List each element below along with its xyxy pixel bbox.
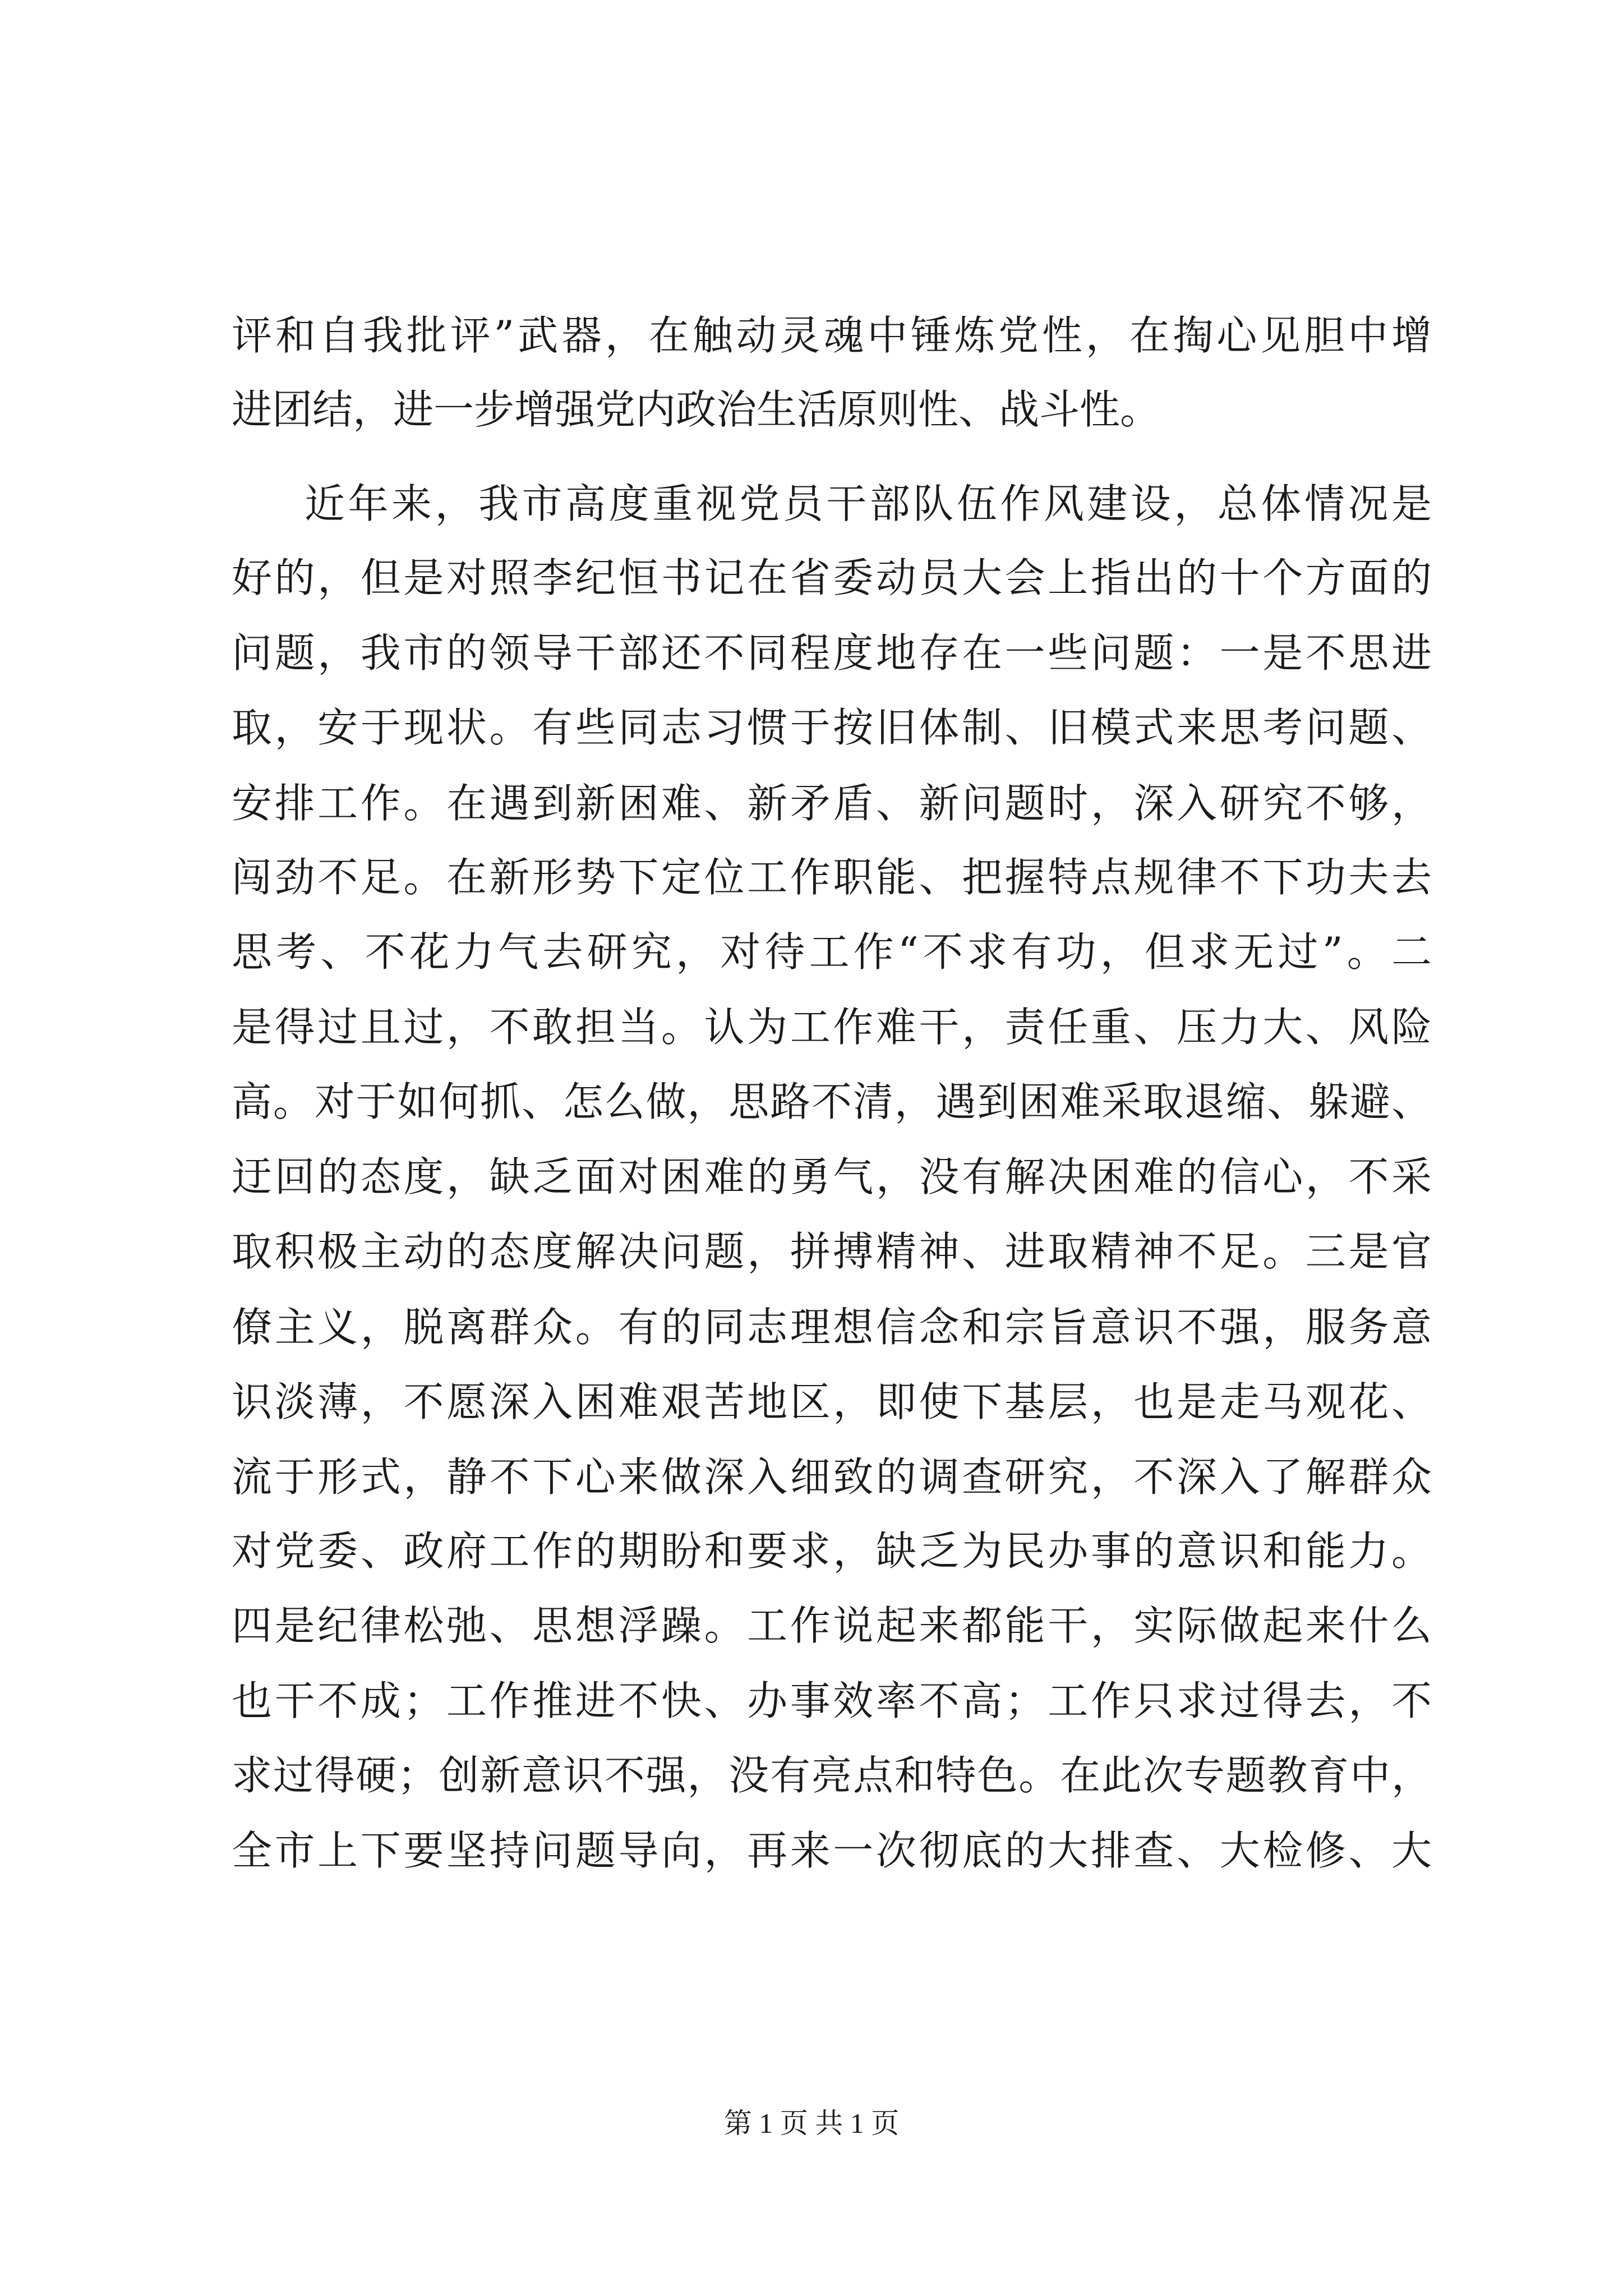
paragraph-2-line-1: 近年来，我市高度重视党员干部队伍作风建设，总体情况是 — [305, 480, 1432, 527]
page-number-footer: 第 1 页 共 1 页 — [723, 2108, 900, 2139]
body-line-17: 对党委、政府工作的期盼和要求，缺乏为民办事的意识和能力。 — [232, 1527, 1432, 1575]
body-line-9: 思考、不花力气去研究，对待工作“不求有功，但求无过”。二 — [232, 928, 1432, 976]
body-line-14: 僚主义，脱离群众。有的同志理想信念和宗旨意识不强，服务意 — [232, 1304, 1432, 1351]
body-line-20: 求过得硬；创新意识不强，没有亮点和特色。在此次专题教育中， — [232, 1752, 1432, 1799]
body-line-10: 是得过且过，不敢担当。认为工作难干，责任重、压力大、风险 — [232, 1004, 1432, 1051]
body-line-2: 进团结，进一步增强党内政治生活原则性、战斗性。 — [232, 386, 1161, 433]
body-line-15: 识淡薄，不愿深入困难艰苦地区，即使下基层，也是走马观花、 — [232, 1378, 1432, 1425]
body-line-13: 取积极主动的态度解决问题，拼搏精神、进取精神不足。三是官 — [232, 1228, 1432, 1275]
body-line-18: 四是纪律松弛、思想浮躁。工作说起来都能干，实际做起来什么 — [232, 1602, 1432, 1649]
body-line-11: 高。对于如何抓、怎么做，思路不清，遇到困难采取退缩、躲避、 — [232, 1078, 1432, 1125]
body-line-8: 闯劲不足。在新形势下定位工作职能、把握特点规律不下功夫去 — [232, 854, 1432, 901]
body-line-6: 取，安于现状。有些同志习惯于按旧体制、旧模式来思考问题、 — [232, 704, 1432, 751]
body-line-16: 流于形式，静不下心来做深入细致的调查研究，不深入了解群众 — [232, 1453, 1432, 1501]
body-line-5: 问题，我市的领导干部还不同程度地存在一些问题：一是不思进 — [232, 629, 1432, 677]
body-line-4: 好的，但是对照李纪恒书记在省委动员大会上指出的十个方面的 — [232, 554, 1432, 601]
body-line-19: 也干不成；工作推进不快、办事效率不高；工作只求过得去，不 — [232, 1677, 1432, 1724]
body-line-7: 安排工作。在遇到新困难、新矛盾、新问题时，深入研究不够， — [232, 780, 1432, 827]
body-line-1: 评和自我批评”武器，在触动灵魂中锤炼党性，在掏心见胆中增 — [232, 312, 1432, 359]
body-line-12: 迂回的态度，缺乏面对困难的勇气，没有解决困难的信心，不采 — [232, 1153, 1432, 1200]
body-line-21: 全市上下要坚持问题导向，再来一次彻底的大排查、大检修、大 — [232, 1827, 1432, 1874]
